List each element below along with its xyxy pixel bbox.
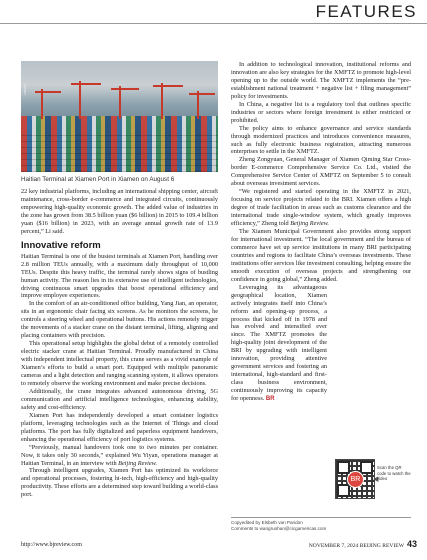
copyright-box xyxy=(231,517,411,532)
body-paragraph: In addition to technological innovation, institutional reforms and innovation are also key strategies for the XMFTZ to promote high-level opening up to the outside world. The XMFTZ implements the “pre-establishment national treatment + negative list + filing management” policy for investments. xyxy=(231,61,411,100)
section-heading: Innovative reform xyxy=(21,239,101,251)
body-paragraph: Zheng Zongyuan, General Manager of Xiamen Qiming Star Cross-border E-commerce Comprehensive Service Co. Ltd., visited the Comprehensive Service Center of XMFTZ on September 5 to consult about overseas investment services. xyxy=(231,156,411,188)
arrow-left-icon: ◀ xyxy=(373,475,379,483)
br-logo-icon: BR xyxy=(347,471,364,488)
left-column xyxy=(21,61,218,499)
publication-name: Beijing Review. xyxy=(118,459,157,467)
body-paragraph: In China, a negative list is a regulatory tool that outlines specific industries or sectors where foreign investment is either restricted or prohibited. xyxy=(231,100,411,124)
intro-paragraph: 22 key industrial platforms, including an international shipping center, aircraft maintenance, cross-border e-commerce and integrated circuits, continuously empowering high-quality economic growth. The added value of industries in the zone has grown from 38.5 billion yuan ($6 billion) in 2015 to 109.4 billion yuan ($16 billion) in 2023, with an average annual growth rate of 13.9 percent,” Li said. xyxy=(21,188,218,235)
body-paragraph: The policy aims to enhance governance and service standards through modernized practices and introduces convenience measures, such as fully electronic business registration, attracting numerous enterprises to settle in the XMFTZ. xyxy=(231,124,411,156)
comments-line: Comments to wangruohan@cicgamericas.com xyxy=(231,526,327,531)
qr-corner xyxy=(337,484,350,497)
body-paragraph: Additionally, the crane integrates advanced autonomous driving, 5G communication and artificial intelligence technologies, enhancing stability, safety and cost-efficiency. xyxy=(21,387,218,411)
body-paragraph xyxy=(231,188,411,228)
body-paragraph: Xiamen Port has independently developed a smart container logistics platform, leveraging technologies such as the Internet of Things and cloud platforms. The port has fully digitalized and paperless equipment handovers, enhancing the operational efficiency of port logistics systems. xyxy=(21,411,218,443)
qr-corner xyxy=(337,461,350,474)
right-column xyxy=(231,61,411,404)
body-paragraph: Haitian Terminal is one of the busiest terminals at Xiamen Port, handling over 2.8 million TEUs annually, with a maximum daily throughput of 10,000 TEUs. Despite this heavy traffic, the terminal rarely shows signs of bustling human activity. The reason lies in its extensive use of intelligent technologies, driving continuous smart upgrades that boost operational efficiency and improve employee experiences. xyxy=(21,252,218,300)
body-paragraph xyxy=(231,284,411,404)
body-paragraph: Through intelligent upgrades, Xiamen Port has optimized its workforce and operational processes, fostering hi-tech, high-efficiency and high-quality productivity. These efforts are a determined step toward building a world-class port. xyxy=(21,467,218,499)
footer-url[interactable]: http://www.bjreview.com xyxy=(21,542,82,548)
body-paragraph: In the comfort of an air-conditioned office building, Yang Jian, an operator, sits in an ergonomic chair facing six screens. As he monitors the screens, he controls a steering wheel and operational buttons. His actions remotely trigger the movements of a stacker crane on the distant terminal, lifting, aligning and placing containers with precision. xyxy=(21,300,218,340)
quote-text: “Previously, manual handovers took one to two minutes per container. Now, it takes only 30 seconds,” explained Wu Yiyan, operations manager at Haitian Terminal, in an interview with xyxy=(21,443,218,467)
qr-corner xyxy=(360,461,373,474)
photo-credit: XINHUA xyxy=(23,83,27,95)
body-paragraph xyxy=(21,444,218,468)
footer-issue xyxy=(309,539,417,549)
body-paragraph: The Xiamen Municipal Government also provides strong support for international investment. “The local government and the bureau of commerce have set up service institutions in many BRI participating countries and regions to facilitate China’s overseas investments. These institutions offer services like investment consulting, helping ensure the smooth execution of overseas projects and strengthening our confidence in going global,” Zheng added. xyxy=(231,228,411,283)
copyeditor-line: Copyedited by Elsbeth van Paridon xyxy=(231,520,303,525)
port-photo xyxy=(21,61,218,172)
quote-text: “We registered and started operating in the XMFTZ in 2021, focusing on service projects related to the BRI. Xiamen offers a high degree of trade facilitation in areas such as customs clearance and the international trade single-window system, which greatly improves efficiency,” Zheng told xyxy=(231,188,411,228)
qr-block xyxy=(333,459,411,509)
photo-caption: Haitian Terminal at Xiamen Port in Xiamen on August 6 xyxy=(21,176,175,183)
qr-caption: Scan the QR code to watch the video xyxy=(377,465,411,482)
qr-code[interactable] xyxy=(335,459,375,499)
body-paragraph: This operational setup highlights the global debut of a remotely controlled electric stacker crane at Haitian Terminal. Proudly manufactured in China with independent intellectual property, this crane serves as a vivid example of Xiamen’s efforts to build a smart port. Equipped with multiple panoramic cameras and a light detection and ranging scanning system, it allows operators to remotely observe the working environment and make precise decisions. xyxy=(21,340,218,387)
page-number: 43 xyxy=(406,539,417,549)
closing-text: Leveraging its advantageous geographical location, Xiamen actively integrates itself into China’s reform and opening-up process, a process that kicked off in 1978 and has evolved and intensified ever since. The XMFTZ promotes the high-quality joint development of the BRI by upgrading with intelligent innovation, providing attentive government services and fostering an international, high-standard and first-class business environment, continuously improving its capacity for openness. xyxy=(231,283,327,403)
end-mark: BR xyxy=(265,396,275,403)
header-rule xyxy=(0,23,427,24)
section-title: FEATURES xyxy=(315,2,417,21)
publication-name: Beijing Review. xyxy=(290,220,329,228)
issue-line: NOVEMBER 7, 2024 BEIJING REVIEW xyxy=(308,543,404,549)
